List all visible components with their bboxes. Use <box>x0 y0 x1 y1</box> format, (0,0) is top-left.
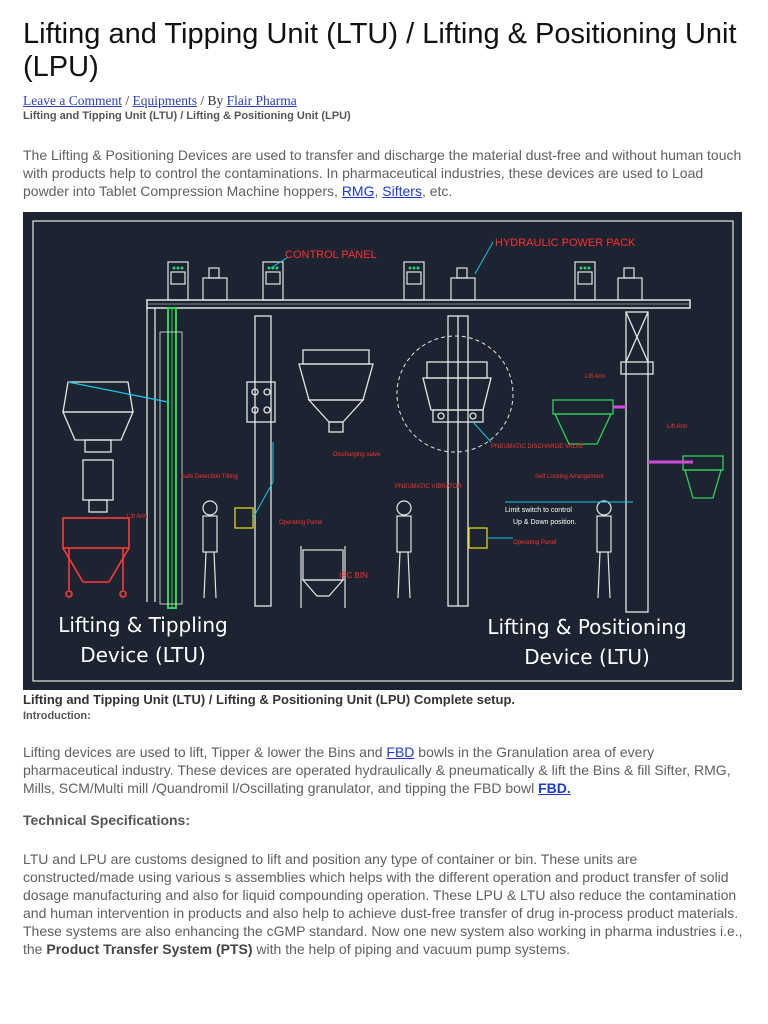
page-title: Lifting and Tipping Unit (LTU) / Lifting & Positioning Unit (LPU) <box>23 18 737 83</box>
spec-paragraph <box>23 850 745 958</box>
diagram-svg <box>23 212 742 690</box>
breadcrumb: Lifting and Tipping Unit (LTU) / Lifting & Positioning Unit (LPU) <box>23 110 351 122</box>
para2-text: Lifting devices are used to lift, Tipper & lower the Bins and <box>23 744 387 760</box>
label-operating-panel-right: Operating Panel <box>513 540 557 546</box>
fbd-link[interactable]: FBD <box>386 744 415 760</box>
label-limit-switch-2: Up & Down position. <box>513 519 577 526</box>
meta-by: / By <box>196 93 227 108</box>
meta-separator: / <box>121 93 133 108</box>
label-control-panel: CONTROL PANEL <box>285 249 377 261</box>
rmg-link[interactable]: RMG <box>341 183 375 199</box>
label-hydraulic: HYDRAULIC POWER PACK <box>495 237 636 249</box>
label-ipc-bin: IPC BIN <box>339 571 368 580</box>
caption-ltu-line2: Device (LTU) <box>80 643 206 667</box>
lifting-paragraph <box>23 743 745 797</box>
para3-text2: with the help of piping and vacuum pump systems. <box>252 941 571 957</box>
intro-text: The Lifting & Positioning Devices are used to transfer and discharge the material dust-free and without human touch with products help to control the contaminations. In pharmaceutical industries, these devices are used to Load powder into Tablet Compression Machine hoppers, <box>23 147 742 199</box>
para2-text2: bowls in the Granulation area of every pharmaceutical industry. These devices are operated hydraulically & pneumatically & lift the Bins & fill Sifter, RMG, Mills, SCM/Multi mill /Quandromil l/Oscillating granulator, and tipping the FBD bowl <box>23 744 731 796</box>
intro-tail: , etc. <box>421 183 453 199</box>
label-limit-switch-1: Limit switch to control <box>505 507 572 514</box>
leave-comment-link[interactable]: Leave a Comment <box>23 93 122 108</box>
introduction-label: Introduction: <box>23 710 91 722</box>
para3-text1: LTU and LPU are customs designed to lift and position any type of container or bin. These units are constructed/made using various s assemblies which helps with the different operation and product transfer of solid dosage manufacturing and also for liquid compounding operation. These LPU & LTU also reduce the contamination and human intervention in products and also help to achieve dust-free transfer of drug in-process product materials. These systems are also enhancing the cGMP standard. Now one new system also working in pharma industries i.e., the <box>23 851 743 957</box>
label-discharging-valve: Discharging valve <box>333 452 381 458</box>
label-lift-arm-right1: Lift Arm <box>585 374 606 380</box>
technical-specifications-heading: Technical Specifications: <box>23 812 191 828</box>
post-meta <box>23 93 743 109</box>
category-link[interactable]: Equipments <box>132 93 197 108</box>
label-operating-panel-left: Operating Panel <box>279 520 323 526</box>
author-link[interactable]: Flair Pharma <box>226 93 297 108</box>
pts-bold: Product Transfer System (PTS) <box>46 941 253 957</box>
label-self-locking: Self Locking Arrangement <box>535 474 604 480</box>
label-pneumatic-valve: PNEUMATIC DISCHARGE VALVE <box>491 444 584 450</box>
intro-paragraph <box>23 146 745 200</box>
caption-lpu-line1: Lifting & Positioning <box>487 615 687 639</box>
label-lift-arm-left: Lift Arm <box>127 514 148 520</box>
intro-sep: , <box>374 183 383 199</box>
label-pneumatic-vibrator: PNEUMATIC VIBRATOR <box>395 484 462 490</box>
ltu-lpu-diagram <box>23 212 742 690</box>
caption-lpu-line2: Device (LTU) <box>524 645 650 669</box>
sifters-link[interactable]: Sifters <box>382 183 422 199</box>
label-safety-tilting: Safe Detection Tilting <box>181 474 238 480</box>
label-lift-arm-right2: Lift Arm <box>667 424 688 430</box>
caption-ltu-line1: Lifting & Tippling <box>58 613 228 637</box>
figure-caption: Lifting and Tipping Unit (LTU) / Lifting & Positioning Unit (LPU) Complete setup. <box>23 692 516 707</box>
fbd-bold-link[interactable]: FBD. <box>538 780 571 796</box>
